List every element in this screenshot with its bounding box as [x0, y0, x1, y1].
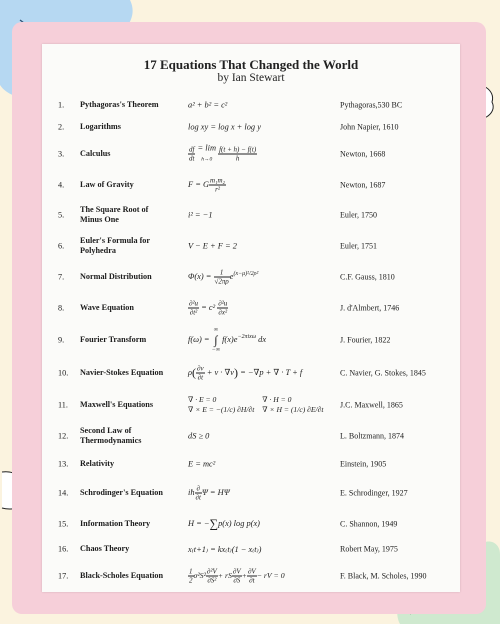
- equation-name: Second Law of Thermodynamics: [80, 426, 142, 445]
- table-row: [42, 538, 460, 560]
- equation-name: Relativity: [80, 459, 115, 468]
- row-number: 7.: [58, 272, 65, 282]
- row-number: 3.: [58, 149, 65, 159]
- row-number: 16.: [58, 544, 69, 554]
- equation-name: Euler's Formula for Polyhedra: [80, 236, 150, 255]
- credit: C.F. Gauss, 1810: [340, 272, 395, 282]
- table-row: [42, 138, 460, 170]
- row-number: 4.: [58, 180, 65, 190]
- equation: Φ(x) = $\frac{1}{√2\pi\rho}$ $e^{(x-\mu)^2/2\rho^2}$: [188, 268, 259, 286]
- row-number: 8.: [58, 303, 65, 313]
- table-row: [42, 356, 460, 390]
- table-row: [42, 560, 460, 592]
- credit: J.C. Maxwell, 1865: [340, 400, 403, 410]
- equation: dS ≥ 0: [188, 431, 210, 441]
- equation-name: Calculus: [80, 149, 111, 158]
- credit: J. Fourier, 1822: [340, 335, 391, 345]
- table-row: [42, 390, 460, 420]
- credit: Newton, 1668: [340, 149, 386, 159]
- equation: ∇ · E = 0 ∇ × E = −(1/c) ∂H/∂t ∇ · H = 0 ∇ × H = (1/c) ∂E/∂t: [188, 395, 324, 414]
- equation: a² + b² = c²: [188, 100, 228, 110]
- credit: C. Navier, G. Stokes, 1845: [340, 368, 426, 378]
- table-row: [42, 420, 460, 452]
- page-subtitle: by Ian Stewart: [217, 72, 285, 84]
- credit: Euler, 1750: [340, 210, 378, 220]
- equation: $\frac{1}{2}$ σ²S² $\frac{\text{∂²V}}{\text{∂S²}}$ + rS $\frac{\partial V}{\partial S}$ + $\frac{\partial V}{\partial t}$ − rV = 0: [189, 567, 285, 585]
- equation-name: Fourier Transform: [80, 335, 147, 344]
- row-number: 10.: [58, 368, 69, 378]
- row-number: 6.: [58, 241, 65, 251]
- row-number: 5.: [58, 210, 65, 220]
- equation-name: Normal Distribution: [80, 272, 152, 281]
- credit: Einstein, 1905: [340, 459, 387, 469]
- row-number: 2.: [58, 122, 65, 132]
- credit: J. d'Almbert, 1746: [340, 303, 400, 313]
- equation-name: Law of Gravity: [80, 180, 134, 189]
- row-number: 14.: [58, 488, 69, 498]
- table-row: [42, 94, 460, 116]
- credit: E. Schrodinger, 1927: [340, 488, 408, 498]
- credit: F. Black, M. Scholes, 1990: [340, 571, 427, 581]
- row-number: 13.: [58, 459, 69, 469]
- equation: i² = −1: [188, 210, 213, 220]
- credit: L. Boltzmann, 1874: [340, 431, 404, 441]
- row-number: 15.: [58, 519, 69, 529]
- credit: Robert May, 1975: [340, 544, 398, 554]
- equation: iħ $\frac{\partial}{\partial t}$ Ψ = HΨ: [188, 484, 230, 502]
- row-number: 9.: [58, 335, 65, 345]
- equations-card: [42, 44, 460, 592]
- equation-name: Pythagoras's Theorem: [80, 100, 159, 109]
- equation-name: The Square Root of Minus One: [80, 205, 149, 224]
- row-number: 11.: [58, 400, 68, 410]
- credit: Euler, 1751: [340, 241, 378, 251]
- table-row: [42, 476, 460, 510]
- table-row: [42, 510, 460, 538]
- table-row: [42, 200, 460, 230]
- credit: Newton, 1687: [340, 180, 386, 190]
- table-row: [42, 262, 460, 292]
- table-row: [42, 324, 460, 356]
- equation-name: Schrodinger's Equation: [80, 488, 163, 497]
- row-number: 17.: [58, 571, 69, 581]
- table-row: [42, 452, 460, 476]
- equation: x₍t+1₎ = kx₍t₎(1 − x₍t₎): [188, 545, 262, 554]
- equation-name: Maxwell's Equations: [80, 400, 154, 409]
- equation: H = −∑p(x) log p(x): [188, 516, 260, 531]
- page-title: 17 Equations That Changed the World: [143, 57, 359, 72]
- equation-name: Information Theory: [80, 519, 151, 528]
- equation: $\frac{\text{∂²u}}{\text{∂t²}}$ = c² $\frac{\text{∂²u}}{\text{∂x²}}$: [189, 299, 228, 317]
- credit: Pythagoras,530 BC: [340, 100, 403, 110]
- equation-name: Chaos Theory: [80, 544, 130, 553]
- equation: ρ( $\frac{\partial v}{\partial t}$ + v · ∇v) = −∇p + ∇ · T + f: [188, 364, 303, 382]
- table-row: [42, 116, 460, 138]
- equation-name: Wave Equation: [80, 303, 134, 312]
- equation-name: Logarithms: [80, 122, 121, 131]
- credit: John Napier, 1610: [340, 122, 399, 132]
- equation: $\frac{df}{dt}$ = lim h→0 $\frac{f(t + h) - f(t)}{h}$: [189, 143, 257, 163]
- table-row: [42, 292, 460, 324]
- equation: V − E + F = 2: [188, 241, 237, 251]
- equation-name: Navier-Stokes Equation: [80, 368, 164, 377]
- equation-name: Black-Scholes Equation: [80, 571, 164, 580]
- equation: f(ω) = ∞ ∫ −∞ $f(x)e^{-2\pi ix\omega}$ dx: [188, 326, 267, 354]
- row-number: 1.: [58, 100, 65, 110]
- credit: C. Shannon, 1949: [340, 519, 398, 529]
- table-row: [42, 230, 460, 262]
- equation: E = mc²: [188, 459, 216, 469]
- row-number: 12.: [58, 431, 69, 441]
- table-row: [42, 170, 460, 200]
- equation: log xy = log x + log y: [188, 122, 261, 132]
- equation: F = G $\frac{\text{m₁m₂}}{\text{r²}}$: [188, 176, 225, 194]
